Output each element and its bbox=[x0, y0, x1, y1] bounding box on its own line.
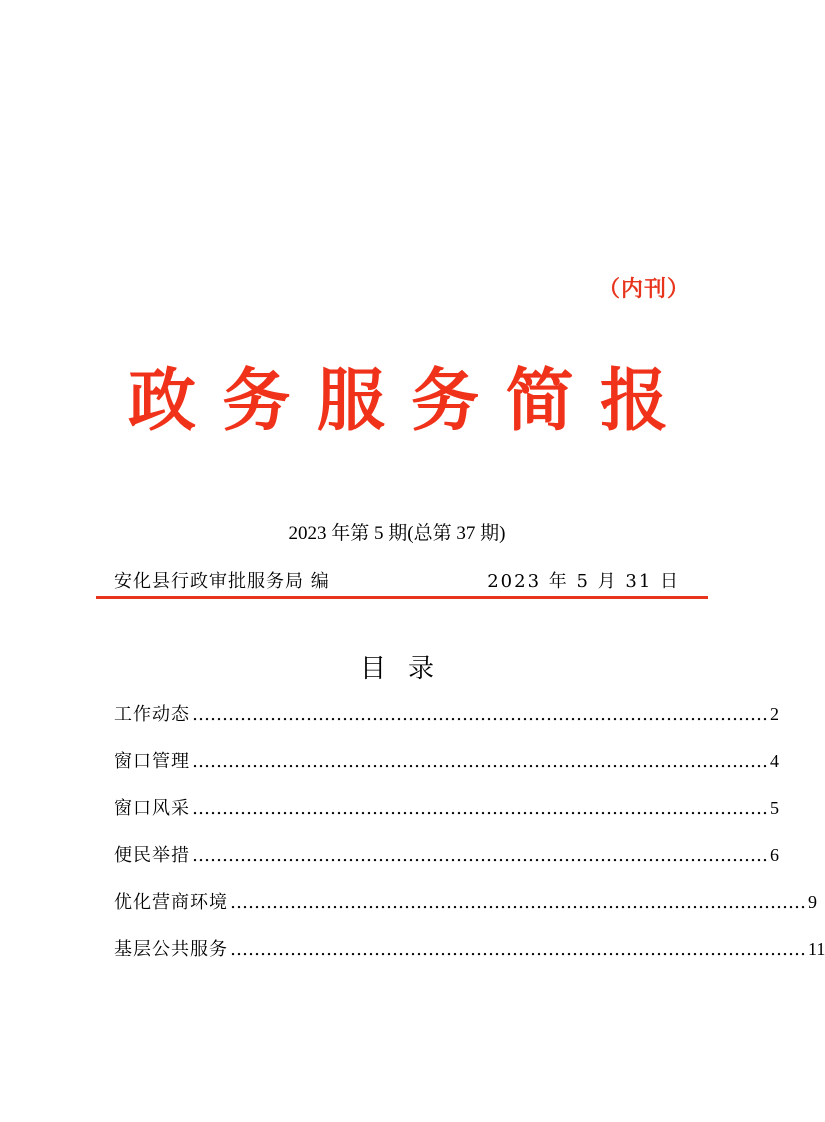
masthead-char: 政 bbox=[128, 361, 197, 441]
internal-publication-label: （内刊） bbox=[598, 276, 691, 302]
table-of-contents bbox=[114, 700, 825, 982]
toc-item-page: 6 bbox=[770, 845, 779, 865]
toc-leader: …………………………………………………………………………………… bbox=[192, 798, 768, 819]
toc-item-page: 11 bbox=[808, 939, 825, 959]
toc-item-page: 5 bbox=[770, 798, 779, 818]
toc-item-label: 窗口风采 bbox=[114, 798, 190, 819]
toc-item[interactable] bbox=[114, 888, 817, 935]
toc-item-label: 工作动态 bbox=[114, 704, 190, 725]
publisher: 安化县行政审批服务局 编 bbox=[114, 571, 330, 592]
toc-item-label: 便民举措 bbox=[114, 845, 190, 866]
issue-number: 2023 年第 5 期(总第 37 期) bbox=[288, 523, 506, 544]
toc-item[interactable] bbox=[114, 747, 779, 794]
masthead-char: 务 bbox=[222, 361, 291, 441]
toc-item-label: 窗口管理 bbox=[114, 751, 190, 772]
toc-item-page: 9 bbox=[808, 892, 817, 912]
masthead-char: 简 bbox=[505, 361, 574, 441]
toc-item-page: 2 bbox=[770, 704, 779, 724]
toc-title: 目录 bbox=[359, 654, 456, 684]
toc-leader: …………………………………………………………………………………… bbox=[192, 704, 768, 725]
toc-leader: …………………………………………………………………………………… bbox=[192, 845, 768, 866]
publication-date: 2023 年 5 月 31 日 bbox=[487, 571, 680, 592]
toc-item[interactable] bbox=[114, 935, 825, 982]
toc-leader: …………………………………………………………………………………… bbox=[230, 939, 806, 960]
masthead-char: 服 bbox=[316, 361, 385, 441]
toc-item[interactable] bbox=[114, 700, 779, 747]
toc-item-label: 基层公共服务 bbox=[114, 939, 228, 960]
masthead-title bbox=[128, 356, 668, 446]
masthead-char: 务 bbox=[411, 361, 480, 441]
toc-item-page: 4 bbox=[770, 751, 779, 771]
toc-item[interactable] bbox=[114, 841, 779, 888]
toc-leader: …………………………………………………………………………………… bbox=[192, 751, 768, 772]
toc-leader: …………………………………………………………………………………… bbox=[230, 892, 806, 913]
toc-item[interactable] bbox=[114, 794, 779, 841]
red-divider-line bbox=[96, 596, 708, 599]
masthead-char: 报 bbox=[599, 361, 668, 441]
toc-item-label: 优化营商环境 bbox=[114, 892, 228, 913]
